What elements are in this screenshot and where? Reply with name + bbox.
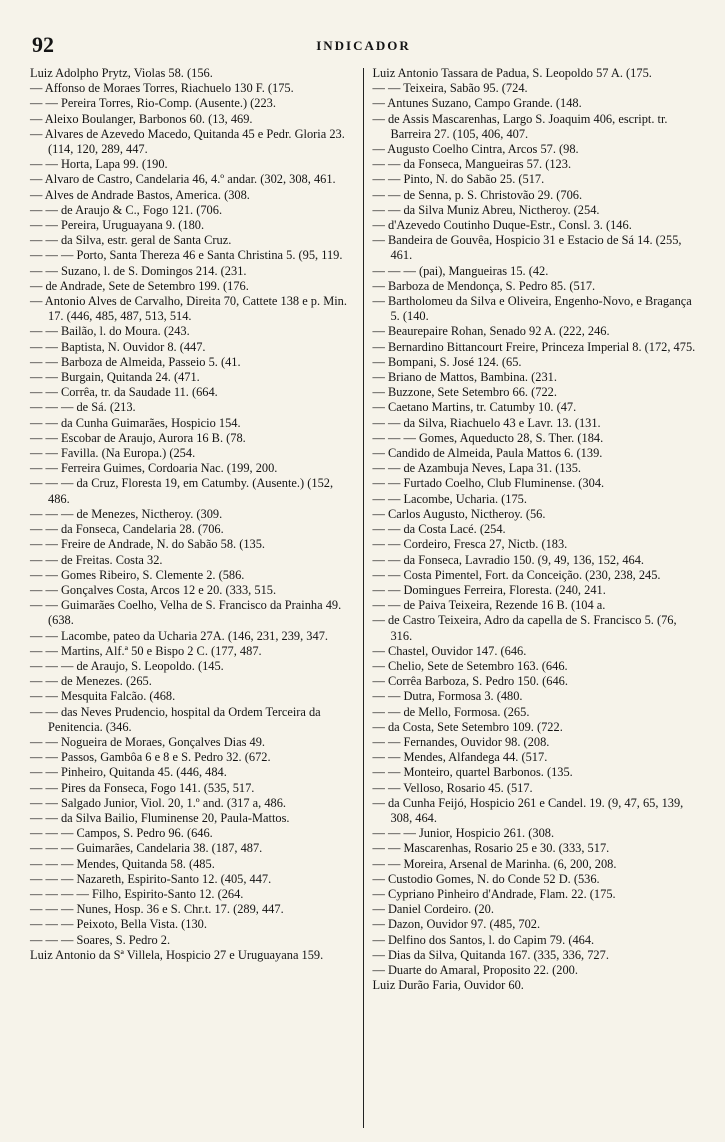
directory-entry: — — Mendes, Alfandega 44. (517. — [372, 750, 548, 765]
directory-entry: — — — Nunes, Hosp. 36 e S. Chr.t. 17. (289, 447. — [30, 902, 284, 917]
directory-entry: — — da Silva Muniz Abreu, Nictheroy. (254. — [372, 202, 600, 217]
directory-entry: — Alvares de Azevedo Macedo, Quitanda 45 e Pedr. Gloria 23. (114, 120, 289, 447. — [30, 126, 345, 157]
directory-entry: — — — de Araujo, S. Leopoldo. (145. — [30, 658, 224, 673]
directory-entry: — — da Fonseca, Lavradio 150. (9, 49, 136, 152, 464. — [372, 552, 645, 567]
directory-entry: — — de Senna, p. S. Christovão 29. (706. — [372, 187, 583, 202]
directory-entry: — Antunes Suzano, Campo Grande. (148. — [372, 96, 582, 111]
directory-entry: — — Mesquita Falcão. (468. — [30, 689, 176, 704]
left-column — [30, 66, 363, 1128]
directory-entry: — — Pereira Torres, Rio-Comp. (Ausente.) (223. — [30, 96, 276, 111]
directory-entry: — — Guimarães Coelho, Velha de S. Francisco da Prainha 49. (638. — [30, 598, 342, 628]
directory-entry: — da Costa, Sete Setembro 109. (722. — [372, 719, 563, 734]
directory-entry: — Bompani, S. José 124. (65. — [372, 354, 522, 369]
directory-entry: — — Baptista, N. Ouvidor 8. (447. — [30, 339, 206, 354]
directory-entry: — — Pinto, N. do Sabão 25. (517. — [372, 172, 545, 187]
directory-entry: — Aleixo Boulanger, Barbonos 60. (13, 469. — [30, 111, 253, 126]
text-columns — [30, 66, 697, 1128]
directory-entry: — — — Guimarães, Candelaria 38. (187, 487. — [30, 841, 263, 856]
directory-entry: — da Cunha Feijó, Hospicio 261 e Candel. 19. (9, 47, 65, 139, 308, 464. — [372, 795, 684, 825]
directory-entry: — Bartholomeu da Silva e Oliveira, Engenho-Novo, e Bragança 5. (140. — [372, 294, 692, 324]
directory-entry: — — — da Cruz, Floresta 19, em Catumby. (Ausente.) (152, 486. — [30, 476, 334, 506]
directory-entry: — — Corrêa, tr. da Saudade 11. (664. — [30, 385, 218, 400]
directory-entry: — — — Mendes, Quitanda 58. (485. — [30, 856, 215, 871]
directory-entry: — — Lacombe, Ucharia. (175. — [372, 491, 527, 506]
directory-entry: Luiz Antonio Tassara de Padua, S. Leopoldo 57 A. (175. — [372, 66, 652, 80]
directory-entry: — — Pinheiro, Quitanda 45. (446, 484. — [30, 765, 227, 780]
directory-entry: — — Martins, Alf.ª 50 e Bispo 2 C. (177, 487. — [30, 643, 262, 658]
directory-entry: — — Ferreira Guimes, Cordoaria Nac. (199, 200. — [30, 461, 278, 476]
directory-entry: — — — de Sá. (213. — [30, 400, 136, 415]
directory-entry: — Caetano Martins, tr. Catumby 10. (47. — [372, 400, 577, 415]
directory-entry: — — Teixeira, Sabão 95. (724. — [372, 81, 528, 96]
directory-entry: — — — Junior, Hospicio 261. (308. — [372, 826, 555, 841]
directory-entry: — Candido de Almeida, Paula Mattos 6. (139. — [372, 446, 603, 461]
directory-entry: — — — Campos, S. Pedro 96. (646. — [30, 826, 213, 841]
directory-entry: — — Costa Pimentel, Fort. da Conceição. (230, 238, 245. — [372, 567, 661, 582]
directory-entry: — — — (pai), Mangueiras 15. (42. — [372, 263, 549, 278]
directory-entry: — Beaurepaire Rohan, Senado 92 A. (222, 246. — [372, 324, 610, 339]
directory-entry: — — Fernandes, Ouvidor 98. (208. — [372, 734, 550, 749]
directory-entry: — — Monteiro, quartel Barbonos. (135. — [372, 765, 573, 780]
directory-entry: — — Lacombe, pateo da Ucharia 27A. (146, 231, 239, 347. — [30, 628, 328, 643]
directory-entry: — — Pereira, Uruguayana 9. (180. — [30, 218, 205, 233]
directory-entry: — Alvaro de Castro, Candelaria 46, 4.º andar. (302, 308, 461. — [30, 172, 336, 187]
directory-entry: — Cypriano Pinheiro d'Andrade, Flam. 22. (175. — [372, 886, 616, 901]
directory-entry: — Daniel Cordeiro. (20. — [372, 902, 494, 917]
directory-entry: — — Barboza de Almeida, Passeio 5. (41. — [30, 354, 241, 369]
directory-entry: — Augusto Coelho Cintra, Arcos 57. (98. — [372, 142, 579, 157]
directory-entry: — — Cordeiro, Fresca 27, Nictb. (183. — [372, 537, 568, 552]
directory-entry: Luiz Antonio da Sª Villela, Hospicio 27 e Uruguayana 159. — [30, 947, 324, 962]
directory-entry: — de Assis Mascarenhas, Largo S. Joaquim 406, escript. tr. Barreira 27. (105, 406, 407. — [372, 111, 668, 141]
directory-entry: — — — de Menezes, Nictheroy. (309. — [30, 506, 223, 521]
directory-entry: — — Gomes Ribeiro, S. Clemente 2. (586. — [30, 567, 245, 582]
directory-entry: — — — Soares, S. Pedro 2. — [30, 932, 171, 947]
directory-entry: — — Escobar de Araujo, Aurora 16 B. (78. — [30, 430, 246, 445]
directory-entry: — — Furtado Coelho, Club Fluminense. (304. — [372, 476, 605, 491]
directory-entry: — Antonio Alves de Carvalho, Direita 70, Cattete 138 e p. Min. 17. (446, 485, 487, 513, 514. — [30, 294, 347, 324]
directory-entry: — — Mascarenhas, Rosario 25 e 30. (333, 517. — [372, 841, 610, 856]
directory-entry: — Buzzone, Sete Setembro 66. (722. — [372, 385, 557, 400]
directory-entry: — — Dutra, Formosa 3. (480. — [372, 689, 523, 704]
directory-entry: — Corrêa Barboza, S. Pedro 150. (646. — [372, 674, 568, 689]
directory-entry: — — Pires da Fonseca, Fogo 141. (535, 517. — [30, 780, 255, 795]
directory-entry: — Bernardino Bittancourt Freire, Princeza Imperial 8. (172, 475. — [372, 339, 696, 354]
directory-entry: — Affonso de Moraes Torres, Riachuelo 130 F. (175. — [30, 81, 294, 96]
directory-entry: — — da Silva, Riachuelo 43 e Lavr. 13. (131. — [372, 415, 601, 430]
directory-entry: — — Bailão, l. do Moura. (243. — [30, 324, 190, 339]
directory-entry: — — das Neves Prudencio, hospital da Ordem Terceira da Penitencia. (346. — [30, 704, 321, 734]
directory-entry: — — de Araujo & C., Fogo 121. (706. — [30, 202, 223, 217]
directory-entry: — — da Silva, estr. geral de Santa Cruz. — [30, 233, 232, 248]
directory-entry: — — de Menezes. (265. — [30, 674, 152, 689]
directory-entry: — Duarte do Amaral, Proposito 22. (200. — [372, 962, 578, 977]
directory-entry: — de Andrade, Sete de Setembro 199. (176. — [30, 278, 249, 293]
directory-entry: — — Passos, Gambôa 6 e 8 e S. Pedro 32. (672. — [30, 750, 271, 765]
directory-entry: — — Freire de Andrade, N. do Sabão 58. (135. — [30, 537, 266, 552]
directory-entry: — de Castro Teixeira, Adro da capella de S. Francisco 5. (76, 316. — [372, 613, 677, 643]
directory-entry: — Delfino dos Santos, l. do Capim 79. (464. — [372, 932, 595, 947]
directory-entry: Luiz Adolpho Prytz, Violas 58. (156. — [30, 66, 213, 80]
directory-entry: — — Burgain, Quitanda 24. (471. — [30, 370, 200, 385]
page-number: 92 — [32, 32, 54, 57]
directory-entry: — — Suzano, l. de S. Domingos 214. (231. — [30, 263, 247, 278]
directory-entry: — — da Fonseca, Candelaria 28. (706. — [30, 522, 224, 537]
directory-entry: — — Horta, Lapa 99. (190. — [30, 157, 168, 172]
directory-entry: — — de Azambuja Neves, Lapa 31. (135. — [372, 461, 582, 476]
directory-entry: — — de Paiva Teixeira, Rezende 16 B. (104 a. — [372, 598, 606, 613]
directory-entry: — — — — Filho, Espirito-Santo 12. (264. — [30, 886, 244, 901]
directory-entry: — Chastel, Ouvidor 147. (646. — [372, 643, 527, 658]
directory-entry: — — de Mello, Formosa. (265. — [372, 704, 530, 719]
directory-entry: — — Velloso, Rosario 45. (517. — [372, 780, 533, 795]
directory-entry: — — Favilla. (Na Europa.) (254. — [30, 446, 196, 461]
directory-entry: — — da Fonseca, Mangueiras 57. (123. — [372, 157, 572, 172]
directory-entry: — Chelio, Sete de Setembro 163. (646. — [372, 658, 568, 673]
directory-entry: — — Moreira, Arsenal de Marinha. (6, 200, 208. — [372, 856, 617, 871]
directory-entry: — — da Costa Lacé. (254. — [372, 522, 506, 537]
directory-entry: — — Domingues Ferreira, Floresta. (240, 241. — [372, 582, 606, 597]
directory-entry: — — — Peixoto, Bella Vista. (130. — [30, 917, 207, 932]
directory-entry: — — Gonçalves Costa, Arcos 12 e 20. (333, 515. — [30, 582, 277, 597]
directory-entry: — — — Porto, Santa Thereza 46 e Santa Christina 5. (95, 119. — [30, 248, 343, 263]
directory-entry: — — da Cunha Guimarães, Hospicio 154. — [30, 415, 241, 430]
directory-entry: — — de Freitas. Costa 32. — [30, 552, 163, 567]
directory-entry: — Dias da Silva, Quitanda 167. (335, 336, 727. — [372, 947, 609, 962]
directory-entry: — Carlos Augusto, Nictheroy. (56. — [372, 506, 546, 521]
directory-entry: — Dazon, Ouvidor 97. (485, 702. — [372, 917, 541, 932]
directory-entry: — — — Gomes, Aqueducto 28, S. Ther. (184. — [372, 430, 604, 445]
directory-entry: — d'Azevedo Coutinho Duque-Estr., Consl. 3. (146. — [372, 218, 632, 233]
directory-entry: — Bandeira de Gouvêa, Hospicio 31 e Estacio de Sá 14. (255, 461. — [372, 233, 682, 263]
directory-entry: — Barboza de Mendonça, S. Pedro 85. (517. — [372, 278, 596, 293]
directory-entry: — Custodio Gomes, N. do Conde 52 D. (536. — [372, 871, 600, 886]
directory-entry: — — Salgado Junior, Viol. 20, 1.º and. (317 a, 486. — [30, 795, 287, 810]
page-header — [30, 30, 697, 66]
running-head: INDICADOR — [316, 38, 411, 53]
directory-entry: — Alves de Andrade Bastos, America. (308. — [30, 187, 250, 202]
directory-entry: — — — Nazareth, Espirito-Santo 12. (405, 447. — [30, 871, 272, 886]
directory-entry: — — da Silva Bailio, Fluminense 20, Paula-Mattos. — [30, 810, 290, 825]
directory-entry: — Briano de Mattos, Bambina. (231. — [372, 370, 557, 385]
directory-entry: — — Nogueira de Moraes, Gonçalves Dias 49. — [30, 734, 266, 749]
right-column — [364, 66, 697, 1128]
directory-entry: Luiz Durão Faria, Ouvidor 60. — [372, 978, 524, 993]
